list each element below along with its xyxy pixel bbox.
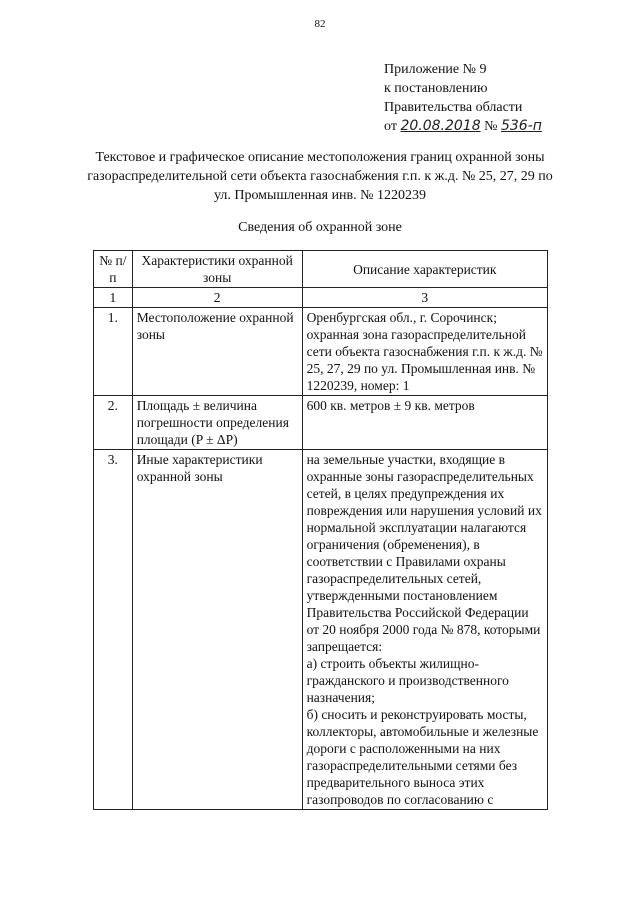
row-desc: Оренбургская обл., г. Сорочинск; охранная зона газораспределительной сети объекта газоснабжения г.п. к ж.д. № 25, 27, 29 по ул. Промышленная инв. № 1220239, номер: 1 xyxy=(302,308,547,396)
index-cell: 3 xyxy=(302,288,547,308)
appendix-line-4 xyxy=(384,117,542,136)
handwritten-date: 20.08.2018 xyxy=(400,118,481,134)
appendix-line-1: Приложение № 9 xyxy=(384,62,487,77)
from-label: от xyxy=(384,119,397,134)
appendix-line-3: Правительства области xyxy=(384,100,523,115)
table-row xyxy=(94,396,548,450)
number-label: № xyxy=(484,119,498,134)
table-row xyxy=(94,450,548,810)
header-num: № п/п xyxy=(94,251,133,288)
index-cell: 1 xyxy=(94,288,133,308)
page-number: 82 xyxy=(314,18,326,30)
handwritten-number: 536-п xyxy=(500,118,542,134)
row-desc: 600 кв. метров ± 9 кв. метров xyxy=(302,396,547,450)
row-name: Иные характеристики охранной зоны xyxy=(132,450,302,810)
index-cell: 2 xyxy=(132,288,302,308)
document-title: Текстовое и графическое описание местоположения границ охранной зоны газораспределительной сети объекта газоснабжения г.п. к ж.д. № 25, 27, 29 по ул. Промышленная инв. № 1220239 xyxy=(87,150,553,203)
row-desc-cell xyxy=(302,450,547,810)
bleed-through-marks xyxy=(160,893,580,899)
row-num: 2. xyxy=(94,396,133,450)
row-num: 3. xyxy=(94,450,133,810)
header-description: Описание характеристик xyxy=(302,251,547,288)
appendix-line-2: к постановлению xyxy=(384,81,488,96)
table-row xyxy=(94,308,548,396)
header-characteristics: Характеристики охранной зоны xyxy=(132,251,302,288)
row-name: Местоположение охранной зоны xyxy=(132,308,302,396)
row-desc-item-a: а) строить объекты жилищно-гражданского и производственного назначения; xyxy=(306,656,509,705)
row-desc-item-b: б) сносить и реконструировать мосты, коллекторы, автомобильные и железные дороги с расположенными на них газораспределительными сетями без предварительного выноса этих газопроводов по согласованию с xyxy=(306,707,539,807)
table-index-row xyxy=(94,288,548,308)
row-name: Площадь ± величина погрешности определения площади (P ± ΔP) xyxy=(132,396,302,450)
appendix-block xyxy=(384,60,542,136)
row-desc: на земельные участки, входящие в охранные зоны газораспределительных сетей, в целях предупреждения их повреждения или нарушения условий их нормальной эксплуатации налагаются ограничения (обременения), в соответствии с Правилами охраны газораспределительных сетей, утвержденными постановлением Правительства Российской Федерации от 20 ноября 2000 года № 878, которыми запрещается: xyxy=(306,452,542,654)
table-header-row xyxy=(94,251,548,288)
info-table xyxy=(93,250,548,810)
row-num: 1. xyxy=(94,308,133,396)
section-subtitle: Сведения об охранной зоне xyxy=(238,220,402,235)
